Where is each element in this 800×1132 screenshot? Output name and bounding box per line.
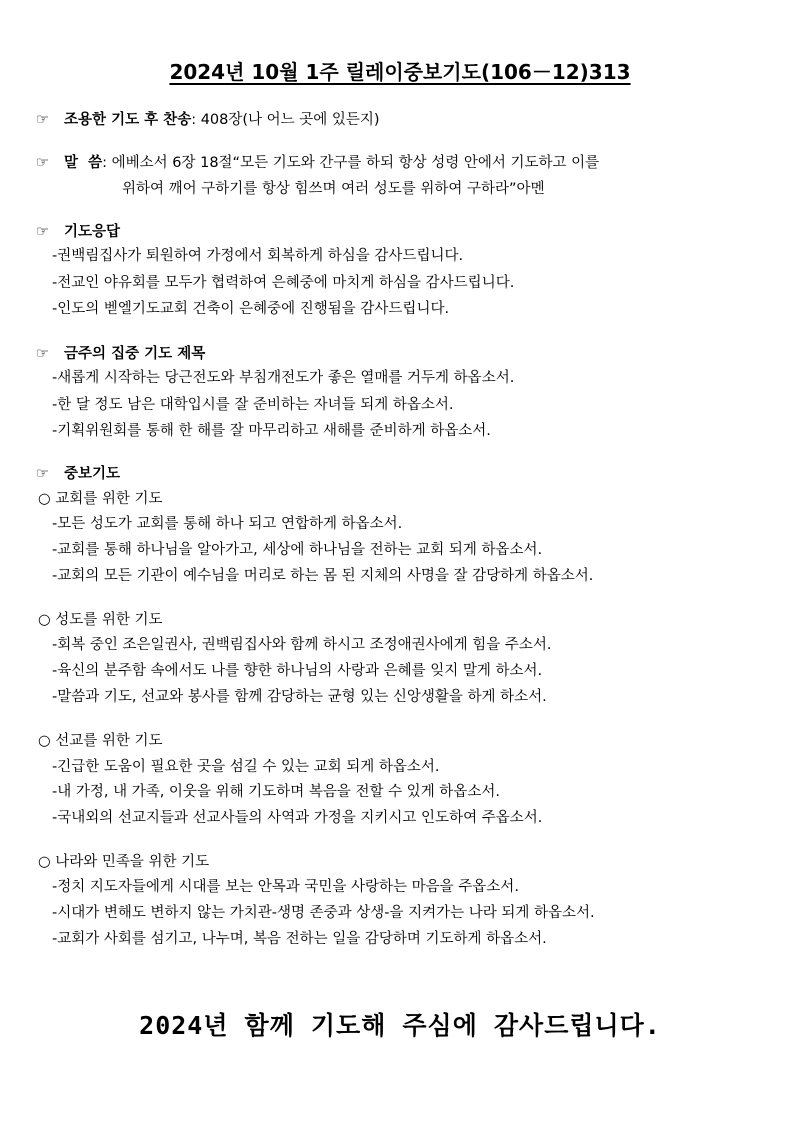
group-item: -말씀과 기도, 선교와 봉사를 함께 감당하는 균형 있는 신앙생활을 하게 하소서. xyxy=(52,689,547,705)
circle-bullet-icon: ○ xyxy=(38,612,51,628)
group-item: -긴급한 도움이 필요한 곳을 섬길 수 있는 교회 되게 하옵소서. xyxy=(52,759,440,775)
weekly-item: -기획위원회를 통해 한 해를 잘 마무리하고 새해를 준비하게 하옵소서. xyxy=(52,423,491,439)
circle-bullet-icon: ○ xyxy=(38,854,51,870)
group-item: -회복 중인 조은일권사, 권백림집사와 함께 하시고 조정애권사에게 힘을 주소서. xyxy=(52,637,552,653)
pointing-hand-icon: ☞ xyxy=(36,112,49,128)
hymn-label: 조용한 기도 후 찬송 xyxy=(64,112,192,128)
group-item: -교회를 통해 하나님을 알아가고, 세상에 하나님을 전하는 교회 되게 하옵소서. xyxy=(52,542,543,558)
group-nation-title: ○ 나라와 민족을 위한 기도 xyxy=(38,854,210,870)
answered-heading: ☞ 기도응답 xyxy=(36,224,121,240)
answered-item: -인도의 벧엘기도교회 건축이 은혜중에 진행됨을 감사드립니다. xyxy=(52,301,450,317)
answered-item: -전교인 야유회를 모두가 협력하여 은혜중에 마치게 하심을 감사드립니다. xyxy=(52,275,515,291)
weekly-item: -한 달 정도 남은 대학입시를 잘 준비하는 자녀들 되게 하옵소서. xyxy=(52,397,454,413)
circle-bullet-icon: ○ xyxy=(38,733,51,749)
weekly-heading: ☞ 금주의 집중 기도 제목 xyxy=(36,346,206,362)
scripture-line xyxy=(36,153,599,173)
answered-item: -권백림집사가 퇴원하여 가정에서 회복하게 하심을 감사드립니다. xyxy=(52,248,464,264)
pointing-hand-icon: ☞ xyxy=(36,155,49,171)
group-item: -모든 성도가 교회를 통해 하나 되고 연합하게 하옵소서. xyxy=(52,516,403,532)
group-item: -육신의 분주함 속에서도 나를 향한 하나님의 사랑과 은혜를 잊지 말게 하소서. xyxy=(52,663,543,679)
group-item: -교회의 모든 기관이 예수님을 머리로 하는 몸 된 지체의 사명을 잘 감당하게 하옵소서. xyxy=(52,568,594,584)
page-title: 2024년 10월 1주 릴레이중보기도(106－12)313 xyxy=(169,60,631,84)
group-item: -내 가정, 내 가족, 이웃을 위해 기도하며 복음을 전할 수 있게 하옵소서. xyxy=(52,784,500,800)
group-mission-title: ○ 선교를 위한 기도 xyxy=(38,733,163,749)
group-item: -시대가 변해도 변하지 않는 가치관-생명 존중과 상생-을 지켜가는 나라 되게 하옵소서. xyxy=(52,905,595,921)
pointing-hand-icon: ☞ xyxy=(36,346,49,362)
pointing-hand-icon: ☞ xyxy=(36,224,49,240)
group-saints-title: ○ 성도를 위한 기도 xyxy=(38,612,163,628)
hymn-text: : 408장(나 어느 곳에 있든지) xyxy=(191,112,380,128)
closing-message: 2024년 함께 기도해 주심에 감사드립니다. xyxy=(139,1011,661,1040)
group-church-title: ○ 교회를 위한 기도 xyxy=(38,491,163,507)
group-item: -정치 지도자들에게 시대를 보는 안목과 국민을 사랑하는 마음을 주옵소서. xyxy=(52,879,519,895)
circle-bullet-icon: ○ xyxy=(38,491,51,507)
weekly-item: -새롭게 시작하는 당근전도와 부침개전도가 좋은 열매를 거두게 하옵소서. xyxy=(52,370,515,386)
group-item: -국내외의 선교지들과 선교사들의 사역과 가정을 지키시고 인도하여 주옵소서. xyxy=(52,810,543,826)
intercession-heading: ☞ 중보기도 xyxy=(36,466,121,482)
hymn-line xyxy=(36,110,380,130)
group-item: -교회가 사회를 섬기고, 나누며, 복음 전하는 일을 감당하며 기도하게 하옵소서. xyxy=(52,931,547,947)
scripture-text-1: : 에베소서 6장 18절“모든 기도와 간구를 하되 항상 성령 안에서 기도하고 이를 xyxy=(102,155,600,171)
pointing-hand-icon: ☞ xyxy=(36,466,49,482)
scripture-label: 말 씀 xyxy=(64,155,103,171)
scripture-text-2: 위하여 깨어 구하기를 항상 힘쓰며 여러 성도를 위하여 구하라”아멘 xyxy=(122,181,545,197)
